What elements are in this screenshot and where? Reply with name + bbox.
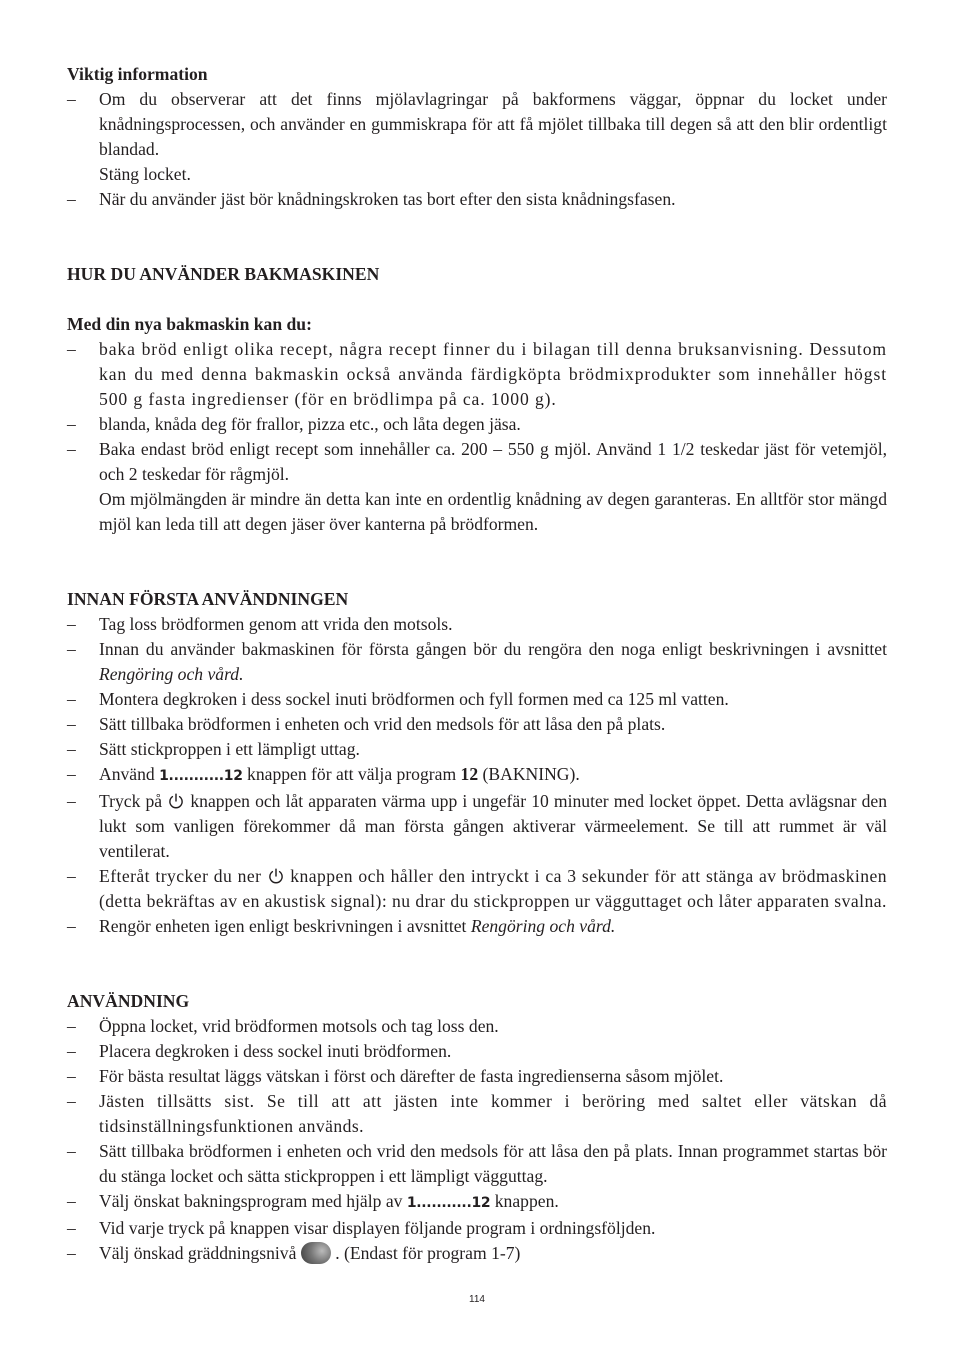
item-text: När du använder jäst bör knådningskroken tas bort efter den sista knådningsfasen. — [99, 189, 676, 209]
program-number: 12 — [460, 764, 479, 784]
list-item — [67, 1064, 887, 1089]
page-number: 114 — [469, 1294, 485, 1305]
list-item — [67, 612, 887, 637]
list-item — [67, 412, 887, 437]
bullet-dash: – — [67, 1218, 76, 1238]
item-text: Sätt tillbaka brödformen i enheten och vrid den medsols för att låsa den på plats. Innan programmet startas bör du stänga locket och sätta stickproppen i ett lämpligt vägguttag. — [99, 1141, 887, 1186]
bullet-dash: – — [67, 89, 76, 109]
list-item — [67, 87, 887, 162]
item-text: Öppna locket, vrid brödformen motsols och tag loss den. — [99, 1016, 499, 1036]
heading-hur-du-anvander: HUR DU ANVÄNDER BAKMASKINEN — [67, 264, 380, 284]
list-item — [67, 737, 887, 762]
document-page — [67, 62, 887, 1266]
heading-innan-forsta: INNAN FÖRSTA ANVÄNDNINGEN — [67, 589, 349, 609]
list-item — [67, 1216, 887, 1241]
bullet-dash: – — [67, 764, 76, 784]
item-continuation: Om mjölmängden är mindre än detta kan inte en ordentlig knådning av degen garanteras. En alltför stor mängd mjöl kan leda till att degen jäser över kanterna på brödformen. — [99, 489, 887, 534]
item-text: Välj önskad gräddningsnivå — [99, 1243, 301, 1263]
bullet-dash: – — [67, 866, 77, 886]
list-item — [67, 789, 887, 864]
item-text: Använd — [99, 764, 160, 784]
item-text: (BAKNING). — [478, 764, 580, 784]
power-icon — [267, 867, 285, 885]
bullet-dash: – — [67, 689, 76, 709]
item-text: knappen för att välja program — [242, 764, 461, 784]
list-item — [67, 437, 887, 487]
item-text: Efteråt trycker du ner — [99, 866, 267, 886]
list-item — [67, 1189, 887, 1216]
bullet-dash: – — [67, 1091, 77, 1111]
bullet-dash: – — [67, 1041, 76, 1061]
browning-level-icon — [301, 1242, 331, 1264]
list-item — [67, 914, 887, 939]
bullet-dash: – — [67, 439, 76, 459]
item-text: knappen och låt apparaten värma upp i ungefär 10 minuter med locket öppet. Detta avlägsnar den lukt som vanligen förekommer då man första gången aktiverar värmeelement. Se till att rummet är väl ventilerat. — [99, 791, 887, 861]
item-text: Tryck på — [99, 791, 168, 811]
item-continuation: Stäng locket. — [99, 164, 191, 184]
list-item — [67, 1039, 887, 1064]
list-item — [67, 637, 887, 687]
item-text: Baka endast bröd enligt recept som innehåller ca. 200 – 550 g mjöl. Använd 1 1/2 teskedar jäst för vetemjöl, och 2 teskedar för rågmjöl. — [99, 439, 887, 484]
heading-med-din-nya-bakmaskin: Med din nya bakmaskin kan du: — [67, 314, 312, 334]
list-item — [67, 1241, 887, 1266]
list-item — [67, 762, 887, 789]
bullet-dash: – — [67, 639, 76, 659]
power-icon — [167, 792, 185, 810]
item-text: Jästen tillsätts sist. Se till att att jästen inte kommer i beröring med saltet eller vätskan då tidsinställningsfunktionen används. — [99, 1091, 887, 1136]
item-text: Sätt tillbaka brödformen i enheten och vrid den medsols för att låsa den på plats. — [99, 714, 666, 734]
bullet-dash: – — [67, 916, 76, 936]
section-reference: Rengöring och vård. — [99, 664, 244, 684]
list-item — [67, 1139, 887, 1189]
heading-anvandning: ANVÄNDNING — [67, 991, 190, 1011]
section-reference: Rengöring och vård. — [470, 916, 616, 936]
item-text: Sätt stickproppen i ett lämpligt uttag. — [99, 739, 360, 759]
item-text: Välj önskat bakningsprogram med hjälp av — [99, 1191, 407, 1211]
item-text: Om du observerar att det finns mjölavlagringar på bakformens väggar, öppnar du locket under knådningsprocessen, och använder en gummiskrapa för att få mjölet tillbaka till degen så att den blir ordentligt blandad. — [99, 89, 887, 159]
bullet-dash: – — [67, 1243, 76, 1263]
heading-viktig-information: Viktig information — [67, 64, 208, 84]
list-item — [67, 187, 887, 212]
list-item — [67, 1014, 887, 1039]
list-item — [67, 712, 887, 737]
program-button-label: 1...........12 — [159, 768, 243, 784]
bullet-dash: – — [67, 714, 76, 734]
bullet-dash: – — [67, 1066, 76, 1086]
item-text: Montera degkroken i dess sockel inuti brödformen och fyll formen med ca 125 ml vatten. — [99, 689, 729, 709]
item-text: blanda, knåda deg för frallor, pizza etc., och låta degen jäsa. — [99, 414, 521, 434]
item-text: Placera degkroken i dess sockel inuti brödformen. — [99, 1041, 452, 1061]
bullet-dash: – — [67, 339, 77, 359]
bullet-dash: – — [67, 414, 76, 434]
list-item — [67, 1089, 887, 1139]
list-item — [67, 337, 887, 412]
item-text: Innan du använder bakmaskinen för första gången bör du rengöra den noga enligt beskrivningen i avsnittet — [99, 639, 887, 659]
bullet-dash: – — [67, 1141, 76, 1161]
item-text: knappen och håller den intryckt i ca 3 sekunder för att stänga av brödmaskinen (detta bekräftas av en akustisk signal): nu drar du stickproppen ur vägguttaget och låter apparaten svalna. — [99, 866, 887, 911]
bullet-dash: – — [67, 739, 76, 759]
list-item — [67, 687, 887, 712]
list-item — [67, 864, 887, 914]
bullet-dash: – — [67, 614, 76, 634]
bullet-dash: – — [67, 189, 76, 209]
item-text: knappen. — [490, 1191, 559, 1211]
item-text: . (Endast för program 1-7) — [330, 1243, 521, 1263]
program-button-label: 1...........12 — [406, 1195, 491, 1211]
item-text: Rengör enheten igen enligt beskrivningen i avsnittet — [99, 916, 471, 936]
bullet-dash: – — [67, 1191, 76, 1211]
bullet-dash: – — [67, 791, 76, 811]
item-text: För bästa resultat läggs vätskan i först och därefter de fasta ingredienserna såsom mjölet. — [99, 1066, 724, 1086]
item-text: baka bröd enligt olika recept, några recept finner du i bilagan till denna bruksanvisning. Dessutom kan du med denna bakmaskin också använda färdigköpta brödmixprodukter som innehåller högst 500 g fasta ingredienser (för en brödlimpa på ca. 1000 g). — [99, 339, 887, 409]
item-text: Tag loss brödformen genom att vrida den motsols. — [99, 614, 453, 634]
item-text: Vid varje tryck på knappen visar displayen följande program i ordningsföljden. — [99, 1218, 656, 1238]
bullet-dash: – — [67, 1016, 76, 1036]
